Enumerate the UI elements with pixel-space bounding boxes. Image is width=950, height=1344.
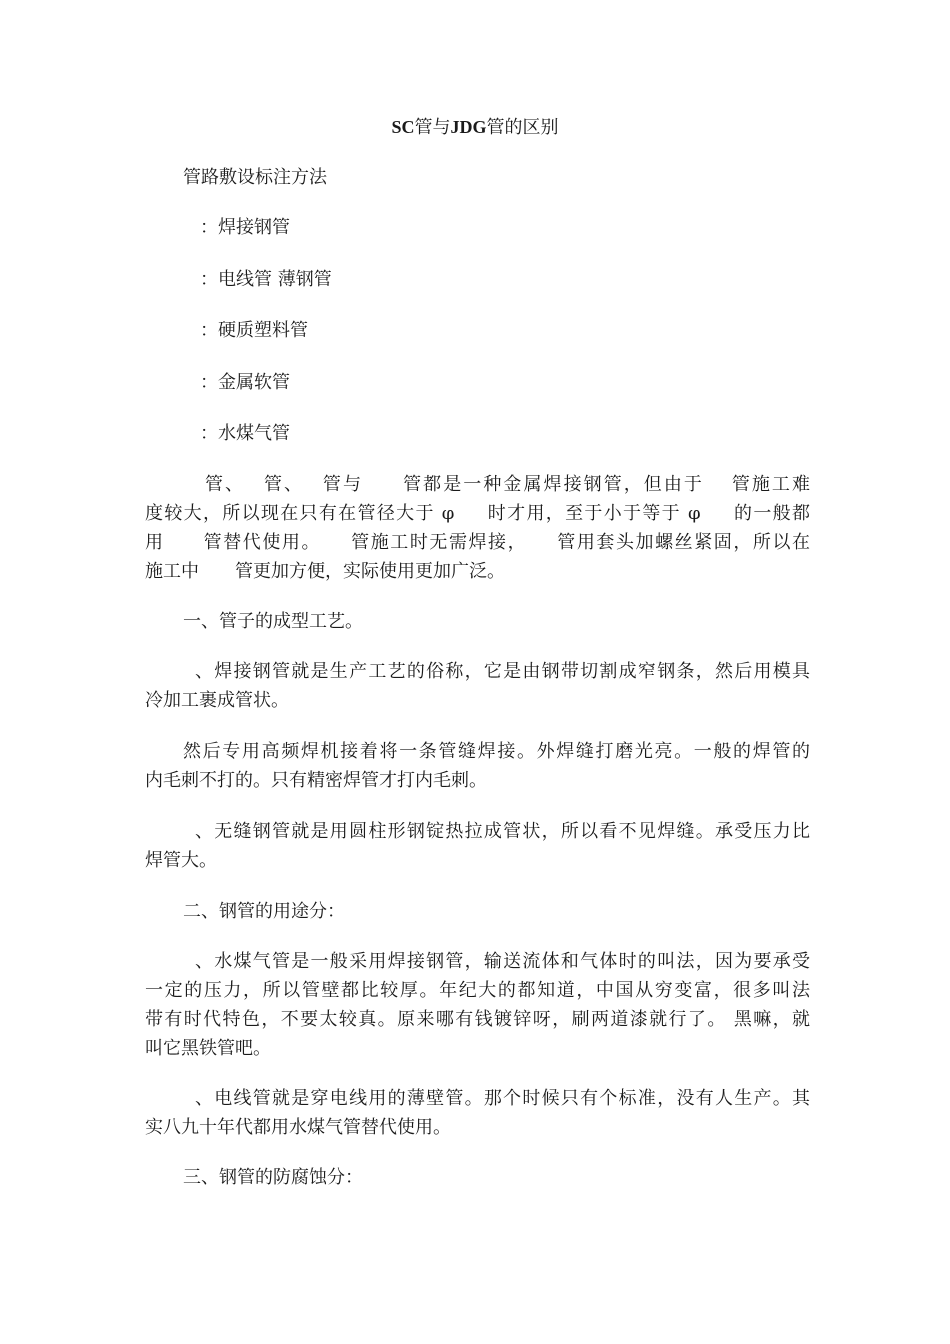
paragraph-line: 施工中 管更加方便，实际使用更加广泛。 — [145, 561, 505, 582]
body-paragraph — [145, 817, 810, 875]
title-part-4: 管的区别 — [486, 117, 559, 138]
section-heading: 三、钢管的防腐蚀分： — [183, 1167, 363, 1188]
paragraph-line: 实八九十年代都用水煤气管替代使用。 — [145, 1117, 451, 1138]
title-jdg: JDG — [450, 117, 487, 137]
paragraph-line: 一定的压力，所以管壁都比较厚。年纪大的都知道，中国从穷变富，很多叫法 — [145, 980, 810, 1001]
paragraph-line: 然后专用高频焊机接着将一条管缝焊接。外焊缝打磨光亮。一般的焊管的 — [183, 741, 810, 762]
title-part-2: 管与 — [414, 117, 451, 138]
paragraph-line: 带有时代特色，不要太较真。原来哪有钱镀锌呀，刷两道漆就行了。 黑嘛，就 — [145, 1009, 810, 1030]
paragraph-line: 、电线管就是穿电线用的薄壁管。那个时候只有个标准，没有人生产。其 — [195, 1088, 810, 1109]
paragraph-line: 叫它黑铁管吧。 — [145, 1038, 271, 1059]
paragraph-line: 内毛刺不打的。只有精密焊管才打内毛刺。 — [145, 770, 487, 791]
pipe-type-item: ：金属软管 — [200, 372, 290, 393]
pipe-type-item: ：硬质塑料管 — [200, 320, 308, 341]
paragraph-line: 度较大，所以现在只有在管径大于 φ 时才用，至于小于等于 φ 的一般都 — [145, 503, 810, 524]
paragraph-line: 冷加工裹成管状。 — [145, 690, 289, 711]
body-paragraph — [145, 947, 810, 1063]
body-paragraph — [145, 737, 810, 795]
section-heading: 二、钢管的用途分： — [183, 901, 345, 922]
pipe-type-item: ：焊接钢管 — [200, 217, 290, 238]
paragraph-line: 、焊接钢管就是生产工艺的俗称，它是由钢带切割成窄钢条，然后用模具 — [195, 661, 810, 682]
paragraph-line: 焊管大。 — [145, 850, 217, 871]
body-paragraph — [145, 1084, 810, 1142]
paragraph-line: 管、 管、 管与 管都是一种金属焊接钢管，但由于 管施工难 — [205, 474, 810, 495]
subtitle: 管路敷设标注方法 — [183, 167, 327, 188]
body-paragraph — [145, 657, 810, 715]
section-heading: 一、管子的成型工艺。 — [183, 611, 363, 632]
document-title — [0, 114, 950, 141]
paragraph-line: 、水煤气管是一般采用焊接钢管，输送流体和气体时的叫法，因为要承受 — [195, 951, 810, 972]
pipe-type-item: ：水煤气管 — [200, 423, 290, 444]
paragraph-line: 、无缝钢管就是用圆柱形钢锭热拉成管状，所以看不见焊缝。承受压力比 — [195, 821, 810, 842]
pipe-type-item: ：电线管 薄钢管 — [200, 269, 332, 290]
title-sc: SC — [391, 117, 415, 137]
intro-paragraph — [145, 470, 810, 586]
paragraph-line: 用 管替代使用。 管施工时无需焊接， 管用套头加螺丝紧固，所以在 — [145, 532, 810, 553]
